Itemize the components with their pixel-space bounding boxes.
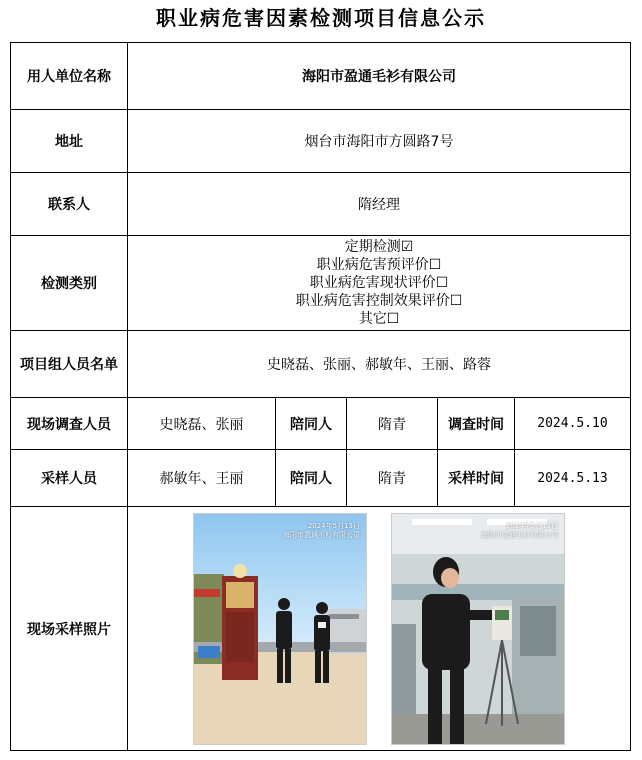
category-item-periodic: 定期检测☑ — [344, 239, 414, 255]
survey-staff: 史晓磊、张丽 — [128, 398, 276, 450]
employer-label: 用人单位名称 — [11, 43, 128, 110]
photos-label: 现场采样照片 — [11, 507, 128, 751]
category-item-pre-evaluation: 职业病危害预评价☐ — [316, 257, 442, 273]
sampling-accompany: 隋青 — [347, 450, 438, 507]
row-contact — [11, 173, 631, 236]
address-value: 烟台市海阳市方圆路7号 — [128, 110, 631, 173]
survey-time-label: 调查时间 — [438, 398, 515, 450]
photo-timestamp: 2024年5月13日 海阳市盈通毛衫有限公司 — [481, 521, 558, 539]
info-table — [10, 42, 631, 751]
team-label: 项目组人员名单 — [11, 331, 128, 398]
category-label: 检测类别 — [11, 236, 128, 331]
sampling-time-label: 采样时间 — [438, 450, 515, 507]
row-sampling — [11, 450, 631, 507]
employer-value: 海阳市盈通毛衫有限公司 — [128, 43, 631, 110]
site-photo-outdoor — [193, 513, 367, 745]
row-employer — [11, 43, 631, 110]
row-address — [11, 110, 631, 173]
category-item-status-evaluation: 职业病危害现状评价☐ — [309, 275, 449, 291]
address-label: 地址 — [11, 110, 128, 173]
category-list — [128, 236, 631, 331]
category-item-control-evaluation: 职业病危害控制效果评价☐ — [295, 293, 463, 309]
sampling-time: 2024.5.13 — [515, 450, 631, 507]
sampling-accompany-label: 陪同人 — [276, 450, 347, 507]
survey-label: 现场调查人员 — [11, 398, 128, 450]
contact-label: 联系人 — [11, 173, 128, 236]
photo-timestamp: 2024年5月13日 海阳市盈通毛衫有限公司 — [283, 521, 360, 539]
row-team — [11, 331, 631, 398]
page-title: 职业病危害因素检测项目信息公示 — [156, 6, 486, 30]
row-survey — [11, 398, 631, 450]
contact-value: 隋经理 — [128, 173, 631, 236]
sampling-label: 采样人员 — [11, 450, 128, 507]
category-item-other: 其它☐ — [358, 311, 400, 327]
row-category — [11, 236, 631, 331]
survey-accompany-label: 陪同人 — [276, 398, 347, 450]
team-value: 史晓磊、张丽、郝敏年、王丽、路蓉 — [128, 331, 631, 398]
sampling-staff: 郝敏年、王丽 — [128, 450, 276, 507]
survey-time: 2024.5.10 — [515, 398, 631, 450]
row-photos — [11, 507, 631, 751]
photos-cell — [128, 507, 631, 751]
site-photo-indoor — [391, 513, 565, 745]
survey-accompany: 隋青 — [347, 398, 438, 450]
